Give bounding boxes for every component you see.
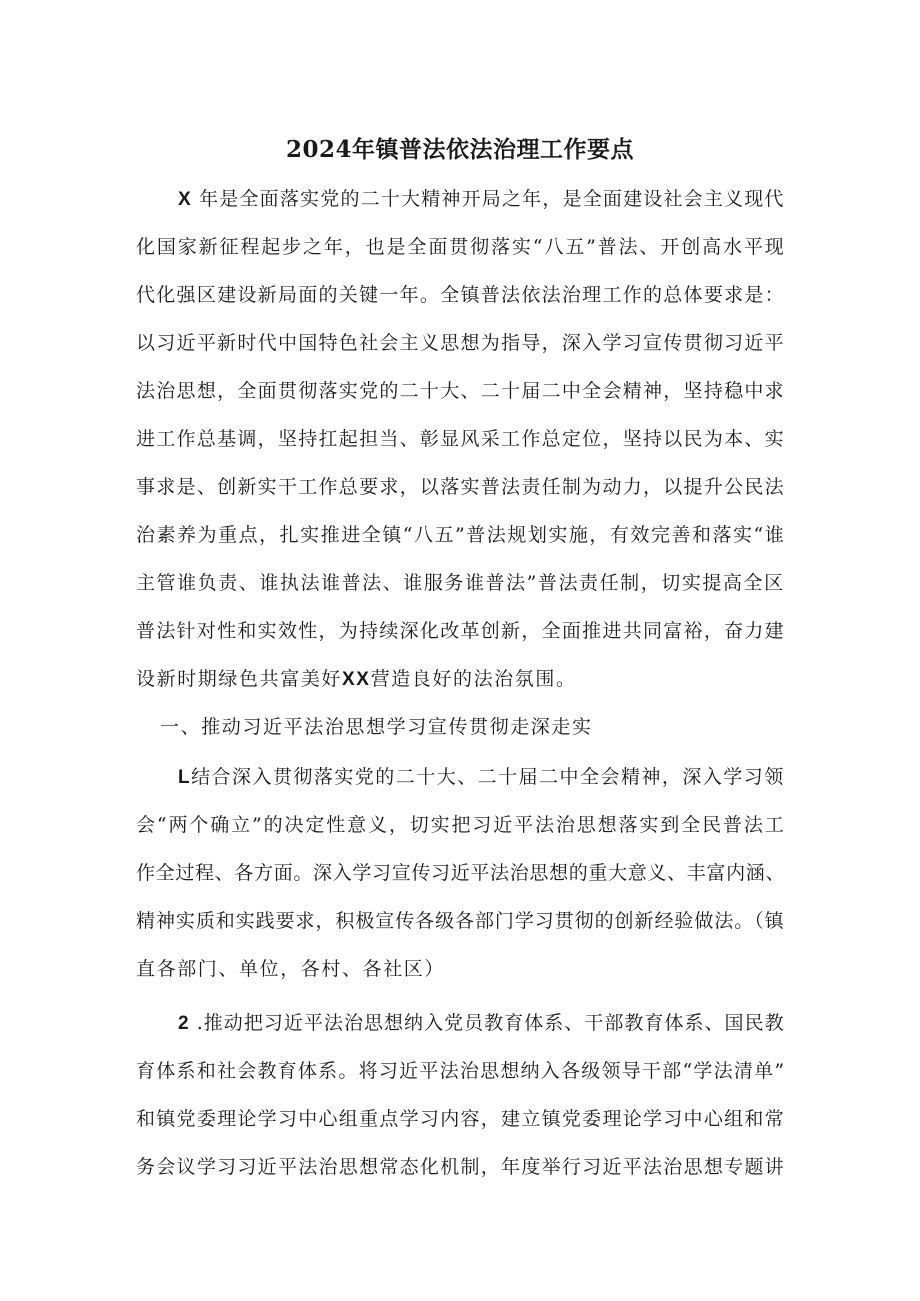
item-1-line-4: 精神实质和实践要求，积极宣传各级各部门学习贯彻的创新经验做法。（镇 [136, 910, 785, 932]
item-1-line-2: 会“两个确立”的决定性意义，切实把习近平法治思想落实到全民普法工 [136, 814, 786, 836]
intro-lead: X [178, 189, 192, 210]
intro-line-5: 法治思想，全面贯彻落实党的二十大、二十届二中全会精神，坚持稳中求 [136, 380, 785, 402]
item-1-text-1: 结合深入贯彻落实党的二十大、二十届二中全会精神，深入学习领 [191, 766, 785, 788]
intro-last-bold: XX [342, 669, 371, 690]
item-2-line-2: 育体系和社会教育体系。将习近平法治思想纳入各级领导干部“学法清单” [136, 1060, 786, 1082]
section-1-heading: 一、推动习近平法治思想学习宣传贯彻走深走实 [160, 716, 593, 738]
item-2-line-1 [178, 1008, 785, 1039]
intro-line-6: 进工作总基调，坚持扛起担当、彰显风采工作总定位，坚持以民为本、实 [136, 428, 785, 450]
intro-line-10: 普法针对性和实效性，为持续深化改革创新，全面推进共同富裕，奋力建 [136, 620, 785, 642]
item-1-lead: L [178, 767, 192, 788]
intro-line-2: 化国家新征程起步之年，也是全面贯彻落实“八五”普法、开创高水平现 [136, 236, 786, 258]
intro-last-pre: 设新时期绿色共富美好 [136, 668, 343, 690]
document-title: 2024年镇普法依法治理工作要点 [285, 136, 634, 163]
intro-line-9: 主管谁负责、谁执法谁普法、谁服务谁普法”普法责任制，切实提高全区 [136, 572, 785, 594]
item-2-lead: 2 [178, 1013, 190, 1034]
intro-line-11 [136, 664, 577, 695]
intro-last-post: 营造良好的法治氛围。 [370, 668, 577, 690]
intro-line-3: 代化强区建设新局面的关键一年。全镇普法依法治理工作的总体要求是： [136, 284, 785, 306]
item-2-text-1: .推动把习近平法治思想纳入党员教育体系、干部教育体系、国民教 [196, 1012, 785, 1034]
intro-line-1 [178, 184, 785, 215]
item-1-line-3: 作全过程、各方面。深入学习宣传习近平法治思想的重大意义、丰富内涵、 [136, 862, 786, 884]
item-2-line-3: 和镇党委理论学习中心组重点学习内容，建立镇党委理论学习中心组和常 [136, 1108, 785, 1130]
item-2-line-4: 务会议学习习近平法治思想常态化机制，年度举行习近平法治思想专题讲 [136, 1156, 785, 1178]
intro-line-7: 事求是、创新实干工作总要求，以落实普法责任制为动力，以提升公民法 [136, 476, 785, 498]
item-1-line-1 [178, 762, 785, 793]
intro-text-1: 年是全面落实党的二十大精神开局之年，是全面建设社会主义现代 [199, 188, 785, 210]
item-1-line-5: 直各部门、单位，各村、各社区） [136, 958, 446, 980]
intro-line-8: 治素养为重点，扎实推进全镇“八五”普法规划实施，有效完善和落实“谁 [136, 524, 786, 546]
intro-line-4: 以习近平新时代中国特色社会主义思想为指导，深入学习宣传贯彻习近平 [136, 332, 785, 354]
